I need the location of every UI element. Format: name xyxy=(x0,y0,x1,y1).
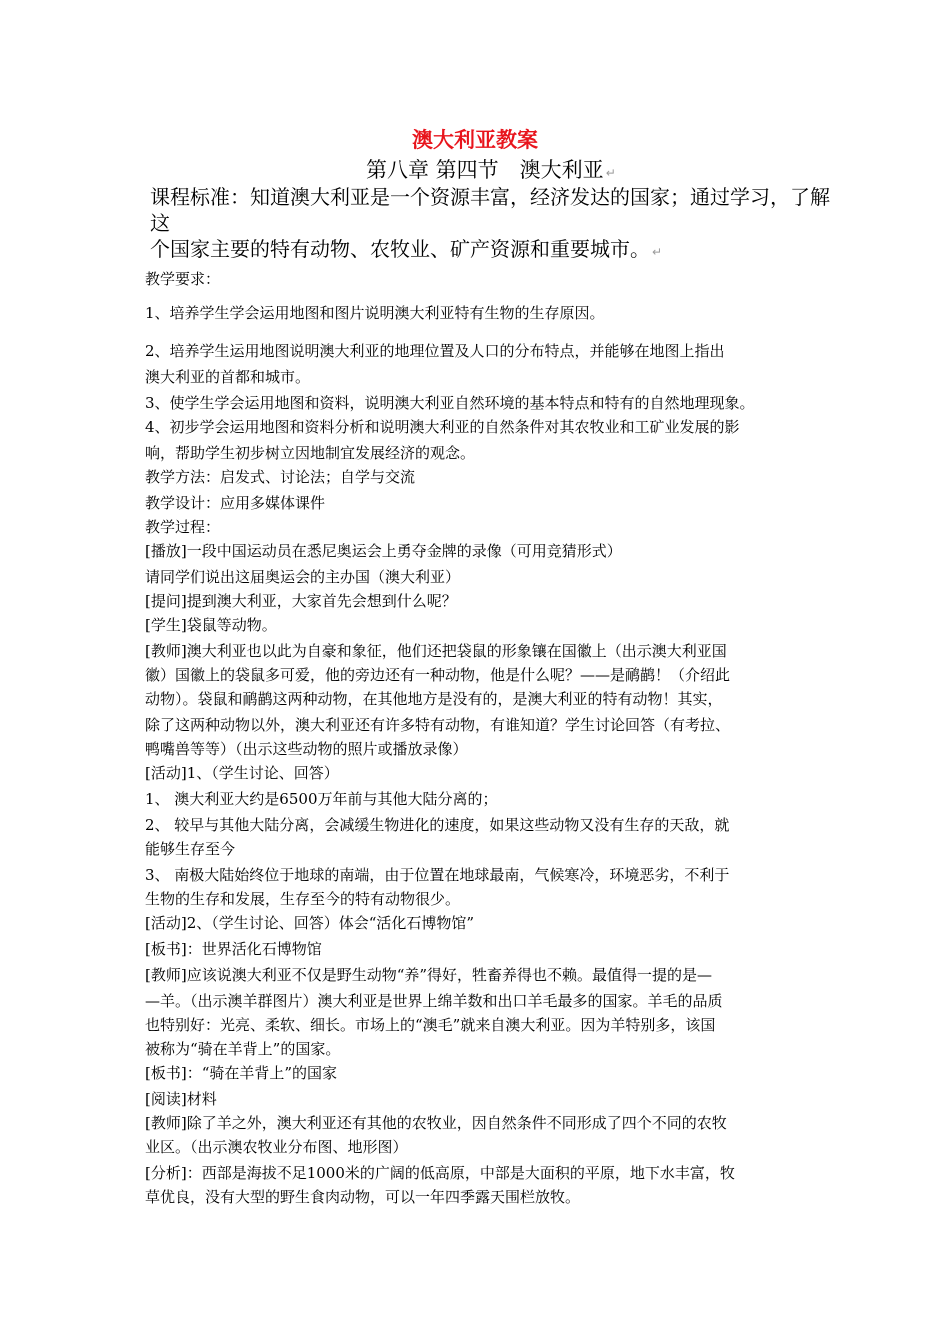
body-line: 除了这两种动物以外，澳大利亚还有许多特有动物，有谁知道？学生讨论回答（有考拉、 xyxy=(145,716,731,734)
body-line: 2、培养学生运用地图说明澳大利亚的地理位置及人口的分布特点，并能够在地图上指出 xyxy=(145,342,725,360)
body-line: 1、 澳大利亚大约是6500万年前与其他大陆分离的； xyxy=(145,790,498,808)
page-title: 澳大利亚教案 xyxy=(412,128,538,152)
body-line: —羊。（出示澳羊群图片）澳大利亚是世界上绵羊数和出口羊毛最多的国家。羊毛的品质 xyxy=(145,992,723,1010)
body-line: 业区。（出示澳农牧业分布图、地形图） xyxy=(145,1138,408,1156)
chapter-subtitle xyxy=(366,154,616,184)
body-line: 教学方法：启发式、讨论法；自学与交流 xyxy=(145,468,416,486)
curriculum-standard xyxy=(150,184,830,265)
body-line: 动物）。袋鼠和鸸鹋这两种动物，在其他地方是没有的，是澳大利亚的特有动物！其实， xyxy=(145,690,723,708)
standard-line-2-text: 个国家主要的特有动物、农牧业、矿产资源和重要城市。 xyxy=(150,237,650,261)
body-line: 1、培养学生学会运用地图和图片说明澳大利亚特有生物的生存原因。 xyxy=(145,304,605,322)
body-line: 2、 较早与其他大陆分离，会减缓生物进化的速度，如果这些动物又没有生存的天敌，就 xyxy=(145,816,730,834)
paragraph-mark-icon: ↵ xyxy=(605,166,616,180)
body-line: 教学设计：应用多媒体课件 xyxy=(145,494,326,512)
body-line: [教师]除了羊之外，澳大利亚还有其他的农牧业，因自然条件不同形成了四个不同的农牧 xyxy=(145,1114,727,1132)
body-line: 响，帮助学生初步树立因地制宜发展经济的观念。 xyxy=(145,444,476,462)
body-line: 生物的生存和发展，生存至今的特有动物很少。 xyxy=(145,890,461,908)
body-line: [教师]澳大利亚也以此为自豪和象征，他们还把袋鼠的形象镶在国徽上（出示澳大利亚国 xyxy=(145,642,727,660)
body-line: 3、 南极大陆始终位于地球的南端，由于位置在地球最南，气候寒冷，环境恶劣，不利于 xyxy=(145,866,730,884)
body-line: [教师]应该说澳大利亚不仅是野生动物“养”得好，牲畜养得也不赖。最值得一提的是— xyxy=(145,966,713,984)
body-line: [提问]提到澳大利亚，大家首先会想到什么呢？ xyxy=(145,592,457,610)
body-line: [活动]2、（学生讨论、回答）体会“活化石博物馆” xyxy=(145,914,475,932)
body-line: 草优良，没有大型的野生食肉动物，可以一年四季露天围栏放牧。 xyxy=(145,1188,581,1206)
body-line: [学生]袋鼠等动物。 xyxy=(145,616,277,634)
body-line: 教学要求： xyxy=(145,270,221,288)
body-line: 能够生存至今 xyxy=(145,840,236,858)
body-line: 鸭嘴兽等等）（出示这些动物的照片或播放录像） xyxy=(145,740,468,758)
body-line: 请同学们说出这届奥运会的主办国（澳大利亚） xyxy=(145,568,461,586)
subtitle-text: 第八章 第四节 澳大利亚 xyxy=(366,158,604,182)
body-line: 4、初步学会运用地图和资料分析和说明澳大利亚的自然条件对其农牧业和工矿业发展的影 xyxy=(145,418,740,436)
body-line: 也特别好：光亮、柔软、细长。市场上的“澳毛”就来自澳大利亚。因为羊特别多，该国 xyxy=(145,1016,716,1034)
body-line: [板书]：世界活化石博物馆 xyxy=(145,940,322,958)
standard-line-2 xyxy=(150,236,830,265)
body-line: 3、使学生学会运用地图和资料，说明澳大利亚自然环境的基本特点和特有的自然地理现象。 xyxy=(145,394,755,412)
body-line: 澳大利亚的首都和城市。 xyxy=(145,368,311,386)
body-line: 被称为“骑在羊背上”的国家。 xyxy=(145,1040,341,1058)
paragraph-mark-icon: ↵ xyxy=(652,245,663,259)
body-line: 徽）国徽上的袋鼠多可爱，他的旁边还有一种动物，他是什么呢？——是鸸鹋！（介绍此 xyxy=(145,666,731,684)
body-line: [分析]：西部是海拔不足1000米的广阔的低高原，中部是大面积的平原，地下水丰富，牧 xyxy=(145,1164,735,1182)
body-line: [板书]：“骑在羊背上”的国家 xyxy=(145,1064,338,1082)
body-line: [活动]1、（学生讨论、回答） xyxy=(145,764,339,782)
standard-line-1: 课程标准：知道澳大利亚是一个资源丰富，经济发达的国家；通过学习，了解这 xyxy=(150,185,830,235)
body-line: 教学过程： xyxy=(145,518,221,536)
body-line: [阅读]材料 xyxy=(145,1090,217,1108)
body-line: [播放]一段中国运动员在悉尼奥运会上勇夺金牌的录像（可用竞猜形式） xyxy=(145,542,622,560)
